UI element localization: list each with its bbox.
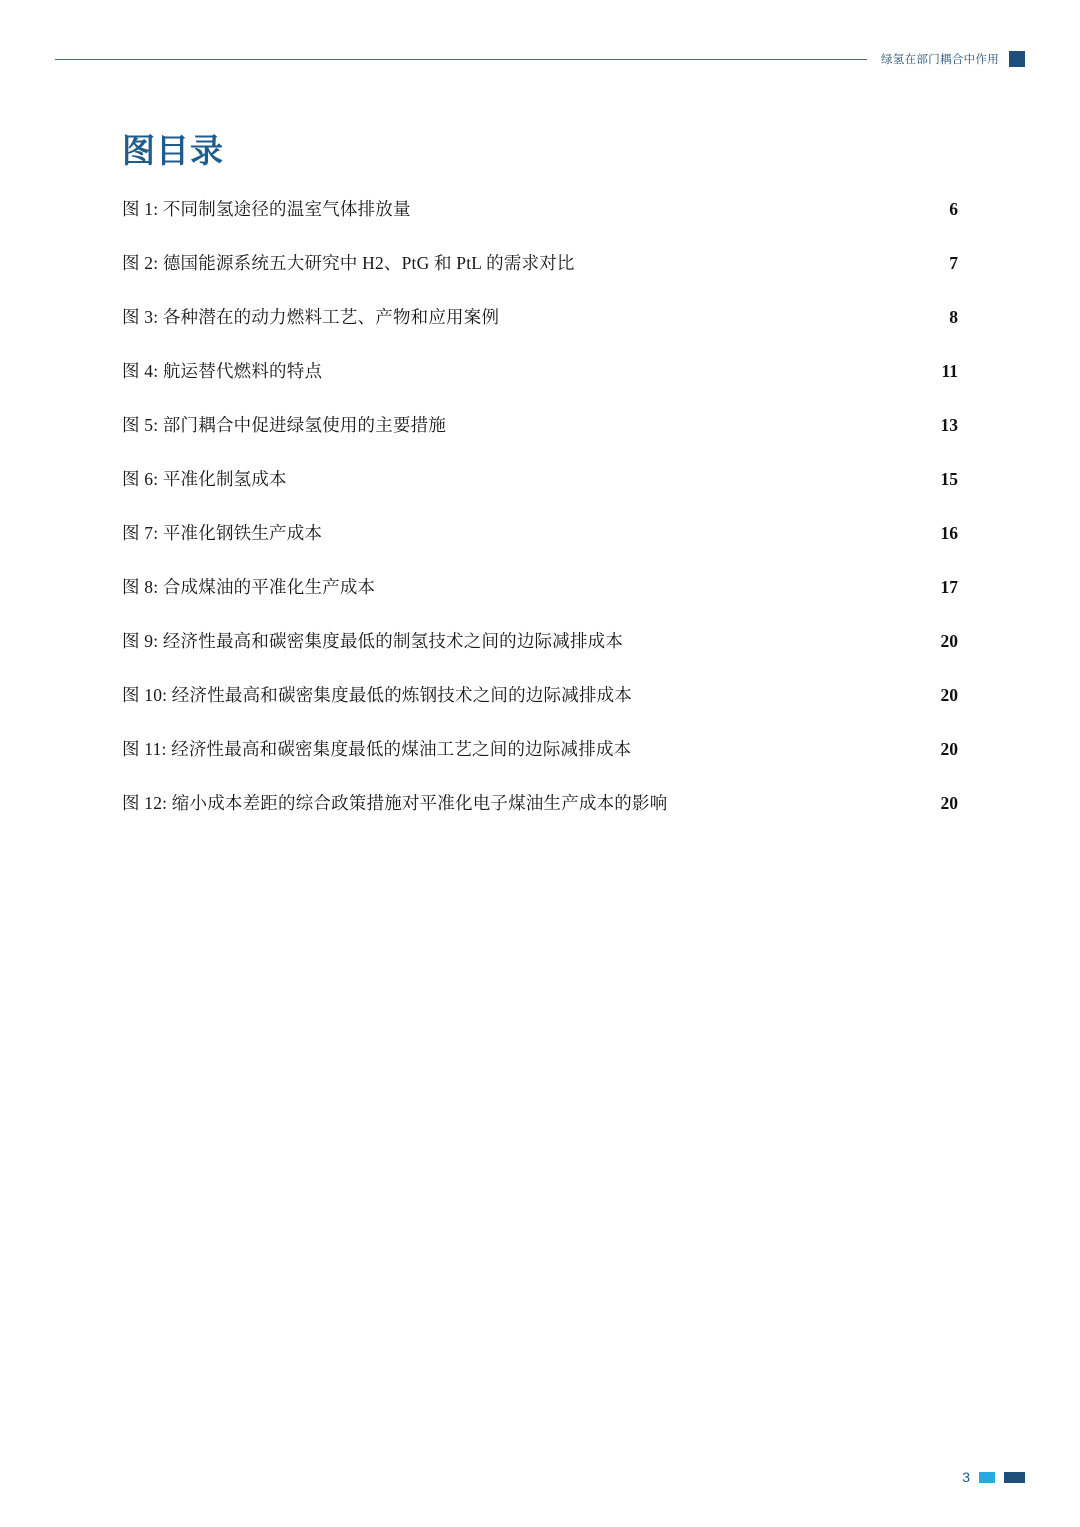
- toc-entry-page: 11: [941, 361, 958, 381]
- toc-entry-page: 13: [940, 415, 958, 435]
- toc-entry-label: 图 7: 平准化钢铁生产成本: [122, 523, 323, 543]
- toc-entry[interactable]: [122, 412, 958, 466]
- toc-entry-label: 图 2: 德国能源系统五大研究中 H2、PtG 和 PtL 的需求对比: [122, 253, 575, 273]
- toc-entry-label: 图 12: 缩小成本差距的综合政策措施对平准化电子煤油生产成本的影响: [122, 793, 668, 813]
- toc-entry-label: 图 3: 各种潜在的动力燃料工艺、产物和应用案例: [122, 307, 500, 327]
- toc-leader-dots: [506, 318, 927, 319]
- toc-entry-page: 20: [940, 793, 958, 813]
- toc-entry-label: 图 6: 平准化制氢成本: [122, 469, 287, 489]
- toc-leader-dots: [382, 588, 927, 589]
- toc-entry[interactable]: [122, 574, 958, 628]
- toc-entry-label: 图 5: 部门耦合中促进绿氢使用的主要措施: [122, 415, 447, 435]
- toc-entry-page: 20: [940, 739, 958, 759]
- footer-square-dark: [1004, 1472, 1025, 1483]
- toc-entry-page: 15: [940, 469, 958, 489]
- header-divider: [55, 59, 867, 60]
- toc-entry[interactable]: [122, 790, 958, 844]
- toc-leader-dots: [630, 642, 927, 643]
- toc-entry-page: 20: [940, 685, 958, 705]
- toc-entry[interactable]: [122, 682, 958, 736]
- toc-entry-label: 图 4: 航运替代燃料的特点: [122, 361, 323, 381]
- toc-leader-dots: [674, 804, 927, 805]
- toc-entry-label: 图 11: 经济性最高和碳密集度最低的煤油工艺之间的边际减排成本: [122, 739, 632, 759]
- toc-entry[interactable]: [122, 520, 958, 574]
- toc-entry[interactable]: [122, 466, 958, 520]
- toc-leader-dots: [638, 750, 927, 751]
- toc-leader-dots: [453, 426, 927, 427]
- toc-entry[interactable]: [122, 628, 958, 682]
- running-title: 绿氢在部门耦合中作用: [881, 54, 999, 66]
- toc-entry-label: 图 9: 经济性最高和碳密集度最低的制氢技术之间的边际减排成本: [122, 631, 624, 651]
- toc-entry[interactable]: [122, 250, 958, 304]
- toc-entry-page: 6: [949, 199, 958, 219]
- page-number: 3: [962, 1469, 970, 1485]
- toc-entry-label: 图 1: 不同制氢途径的温室气体排放量: [122, 199, 411, 219]
- toc-entry-label: 图 10: 经济性最高和碳密集度最低的炼钢技术之间的边际减排成本: [122, 685, 633, 705]
- page-header: [55, 48, 1025, 70]
- toc-entry-page: 8: [949, 307, 958, 327]
- toc-leader-dots: [582, 264, 927, 265]
- header-square-marker: [1009, 51, 1025, 67]
- toc-leader-dots: [329, 372, 927, 373]
- toc-entry[interactable]: [122, 304, 958, 358]
- toc-entry[interactable]: [122, 736, 958, 790]
- toc-leader-dots: [329, 534, 927, 535]
- page-title: 图目录: [122, 132, 224, 169]
- toc-leader-dots: [418, 210, 927, 211]
- toc-list: [122, 196, 958, 844]
- footer-square-light: [979, 1472, 995, 1483]
- toc-entry-page: 7: [949, 253, 958, 273]
- toc-entry[interactable]: [122, 358, 958, 412]
- toc-entry[interactable]: [122, 196, 958, 250]
- toc-entry-page: 16: [940, 523, 958, 543]
- toc-entry-page: 17: [940, 577, 958, 597]
- toc-entry-label: 图 8: 合成煤油的平准化生产成本: [122, 577, 376, 597]
- page-footer: [962, 1469, 1025, 1485]
- toc-leader-dots: [639, 696, 927, 697]
- toc-entry-page: 20: [940, 631, 958, 651]
- toc-leader-dots: [294, 480, 927, 481]
